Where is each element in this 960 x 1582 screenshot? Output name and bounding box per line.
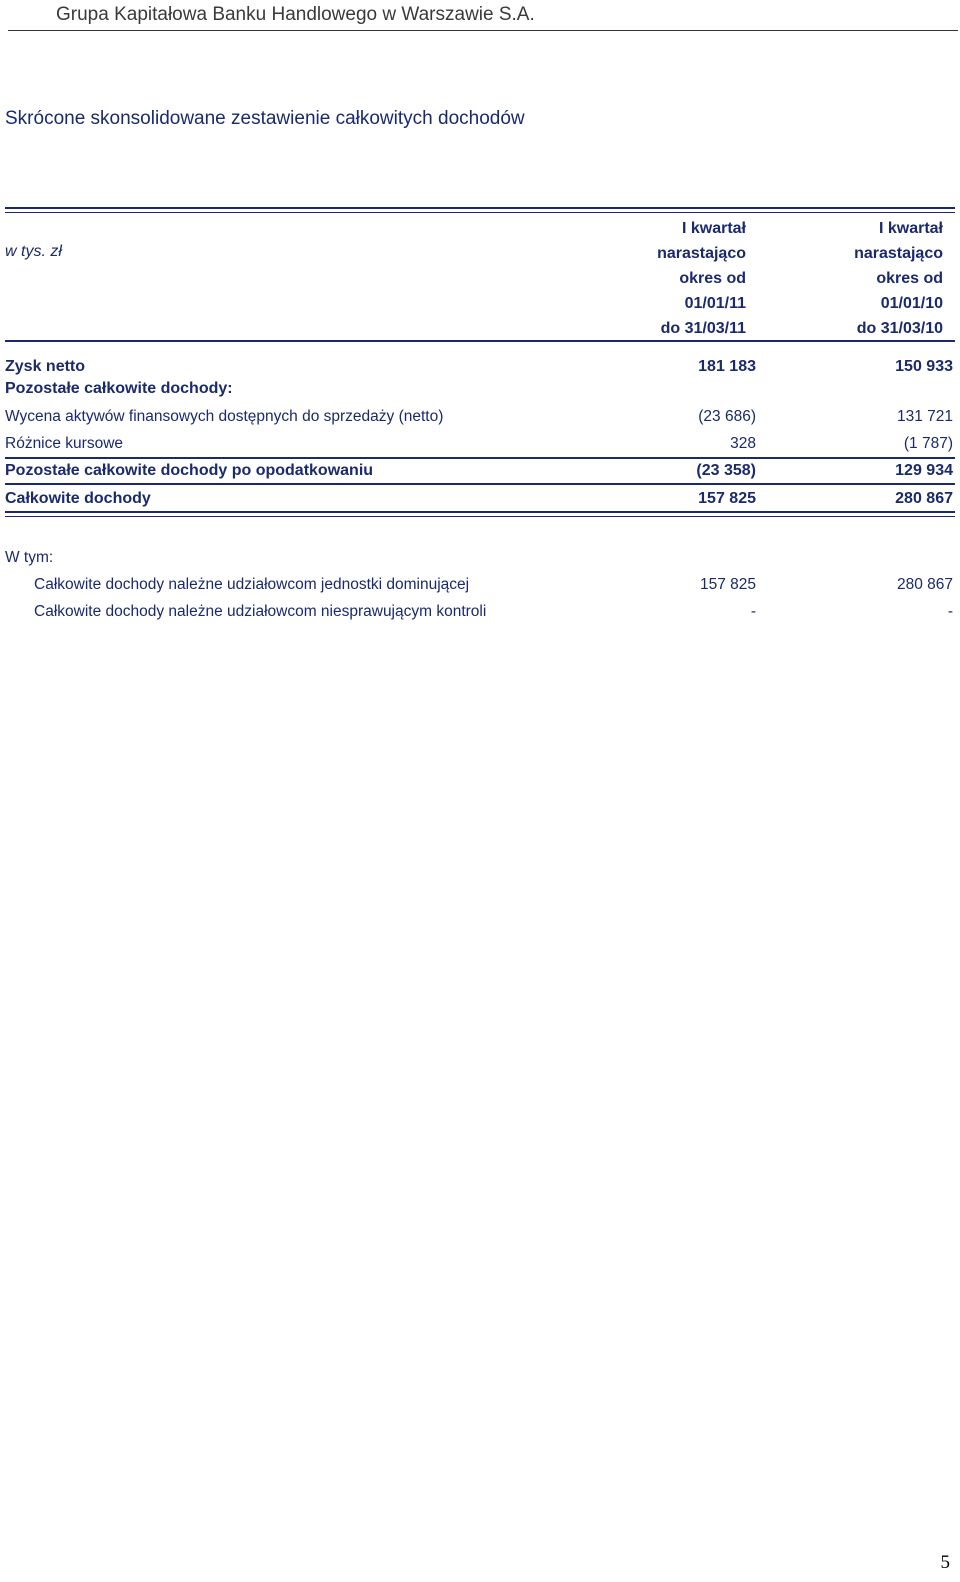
- table-bottom-rule: [5, 511, 955, 517]
- document-title: Skrócone skonsolidowane zestawienie całkowitych dochodów: [5, 108, 525, 129]
- col1-line4: 01/01/11: [684, 295, 746, 312]
- col1-line5: do 31/03/11: [660, 320, 746, 337]
- col1-line3: okres od: [679, 270, 746, 287]
- value-2011: 328: [730, 435, 756, 452]
- value-2011: 181 183: [698, 358, 756, 375]
- header-rule: [8, 30, 958, 31]
- row-label: Całkowite dochody należne udziałowcom jednostki dominującej: [34, 576, 470, 593]
- col2-line1: I kwartał: [878, 220, 943, 237]
- row-other-income-after-tax: [5, 460, 955, 482]
- value-2010: 280 867: [895, 490, 953, 507]
- column-header-2011: [586, 216, 746, 341]
- column-header-2010: [783, 216, 943, 341]
- value-2010: 129 934: [895, 462, 953, 479]
- row-afs-valuation: [5, 406, 955, 428]
- row-net-profit: [5, 356, 955, 378]
- value-2010: 150 933: [895, 358, 953, 375]
- value-2010: (1 787): [903, 435, 953, 452]
- col2-line5: do 31/03/10: [856, 320, 943, 337]
- value-2011: (23 686): [698, 408, 756, 425]
- col2-line2: narastająco: [854, 245, 943, 262]
- row-label: Wycena aktywów finansowych dostępnych do sprzedaży (netto): [5, 408, 444, 425]
- row-label: Całkowite dochody należne udziałowcom niesprawującym kontroli: [34, 603, 487, 620]
- row-label: Całkowite dochody: [5, 490, 151, 507]
- value-2011: 157 825: [699, 576, 756, 593]
- row-parent-shareholders: [5, 574, 955, 596]
- row-non-controlling: [5, 601, 955, 623]
- row-label: Pozostałe całkowite dochody:: [5, 380, 233, 397]
- col1-line2: narastająco: [657, 245, 746, 262]
- value-2010: 131 721: [896, 408, 953, 425]
- header-bottom-rule: [5, 340, 955, 342]
- row-fx-differences: [5, 433, 955, 455]
- value-2011: (23 358): [696, 462, 756, 479]
- row-label: Pozostałe całkowite dochody po opodatkowaniu: [5, 462, 374, 479]
- row-other-income-heading: [5, 378, 955, 400]
- value-2011: 157 825: [698, 490, 756, 507]
- table-top-rule: [5, 207, 955, 213]
- col2-line4: 01/01/10: [880, 295, 943, 312]
- company-header: Grupa Kapitałowa Banku Handlowego w Warszawie S.A.: [56, 4, 535, 25]
- row-label: Zysk netto: [5, 358, 86, 375]
- col1-line1: I kwartał: [681, 220, 746, 237]
- value-2011: -: [750, 603, 756, 620]
- subtotal-top-rule: [5, 457, 955, 459]
- page-number: 5: [940, 1552, 950, 1573]
- breakdown-heading: [5, 547, 955, 569]
- value-2010: 280 867: [896, 576, 953, 593]
- unit-label: w tys. zł: [5, 243, 62, 260]
- row-label: Różnice kursowe: [5, 435, 124, 452]
- total-top-rule: [5, 483, 955, 485]
- row-total-income: [5, 488, 955, 510]
- col2-line3: okres od: [876, 270, 943, 287]
- value-2010: -: [947, 603, 953, 620]
- breakdown-heading-label: W tym:: [5, 549, 54, 566]
